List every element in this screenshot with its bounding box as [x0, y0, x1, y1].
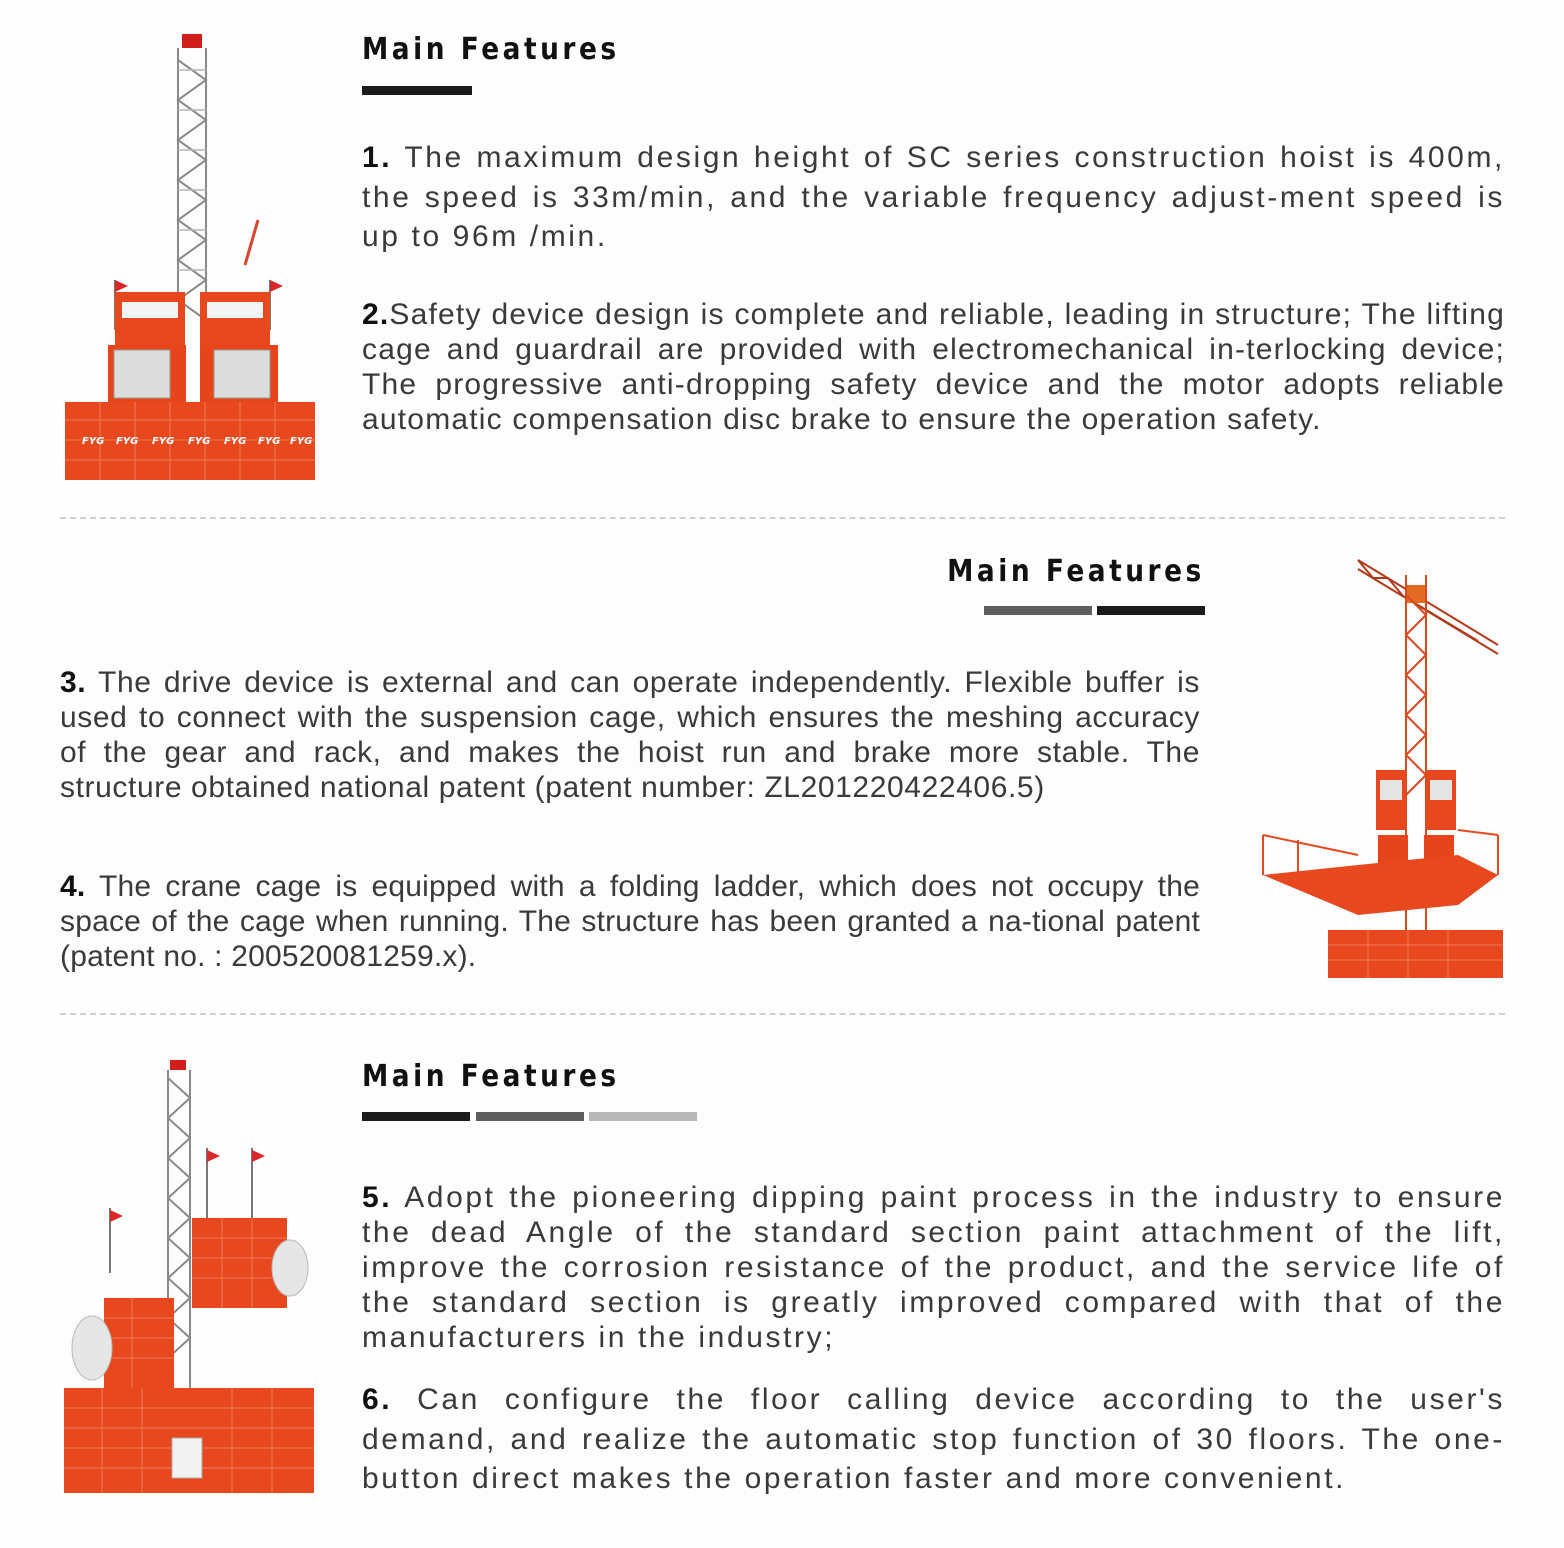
feature-item-5 [362, 1180, 1505, 1355]
feature-item-6-number: 6. [362, 1383, 393, 1416]
feature-item-4-number: 4. [60, 870, 86, 903]
tower-crane-with-hoist-image [1258, 555, 1508, 980]
feature-item-3-number: 3. [60, 666, 87, 699]
svg-text:FYG: FYG [188, 436, 211, 447]
feature-item-2 [362, 297, 1505, 437]
svg-text:FYG: FYG [290, 436, 313, 447]
staggered-cage-construction-hoist-image [62, 1058, 317, 1498]
section-3-heading-bar-mid [476, 1112, 584, 1121]
feature-item-3 [60, 665, 1200, 805]
feature-item-4 [60, 869, 1200, 974]
twin-cage-construction-hoist-image [60, 30, 320, 485]
feature-item-1-text: The maximum design height of SC series construction hoist is 400m, the speed is 33m/min, and the variable frequency adjust-ment speed is up to 96m /min. [362, 141, 1505, 253]
section-3-heading: Main Features [362, 1059, 620, 1094]
section-3-heading-bar-dark [362, 1112, 470, 1121]
section-3-heading-bar-light [589, 1112, 697, 1121]
feature-item-4-text: The crane cage is equipped with a folding ladder, which does not occupy the space of the cage when running. The structure has been granted a na-tional patent (patent no. : 200520081259.x). [60, 870, 1200, 973]
section-2-heading-bar-light [984, 606, 1092, 615]
feature-item-2-text: Safety device design is complete and reliable, leading in structure; The lifting cage and guardrail are provided with electromechanical in-terlocking device; The progressive anti-dropping safety device and the motor adopts reliable automatic compensation disc brake to ensure the operation safety. [362, 298, 1505, 436]
feature-item-2-number: 2. [362, 298, 390, 331]
section-2-heading: Main Features [947, 554, 1205, 589]
section-1-heading-bar [362, 86, 472, 95]
feature-item-6-text: Can configure the floor calling device according to the user's demand, and realize the automatic stop function of 30 floors. The one-button direct makes the operation faster and more convenient. [362, 1383, 1505, 1495]
feature-item-6 [362, 1380, 1505, 1499]
svg-text:FYG: FYG [116, 436, 139, 447]
section-1-heading: Main Features [362, 32, 620, 67]
feature-item-3-text: The drive device is external and can operate independently. Flexible buffer is used to connect with the suspension cage, which ensures the meshing accuracy of the gear and rack, and makes the hoist run and brake more stable. The structure obtained national patent (patent number: ZL201220422406.5) [60, 666, 1200, 804]
section-divider-1 [60, 517, 1505, 519]
section-divider-2 [60, 1013, 1505, 1015]
svg-text:FYG: FYG [152, 436, 175, 447]
feature-item-1 [362, 138, 1505, 257]
svg-text:FYG: FYG [224, 436, 247, 447]
svg-text:FYG: FYG [258, 436, 281, 447]
feature-item-5-number: 5. [362, 1181, 393, 1214]
section-2-heading-bar-dark [1097, 606, 1205, 615]
feature-item-1-number: 1. [362, 141, 393, 174]
feature-item-5-text: Adopt the pioneering dipping paint process in the industry to ensure the dead Angle of the standard section paint attachment of the lift, improve the corrosion resistance of the product, and the service life of the standard section is greatly improved compared with that of the manufacturers in the industry; [362, 1181, 1505, 1354]
svg-text:FYG: FYG [82, 436, 105, 447]
